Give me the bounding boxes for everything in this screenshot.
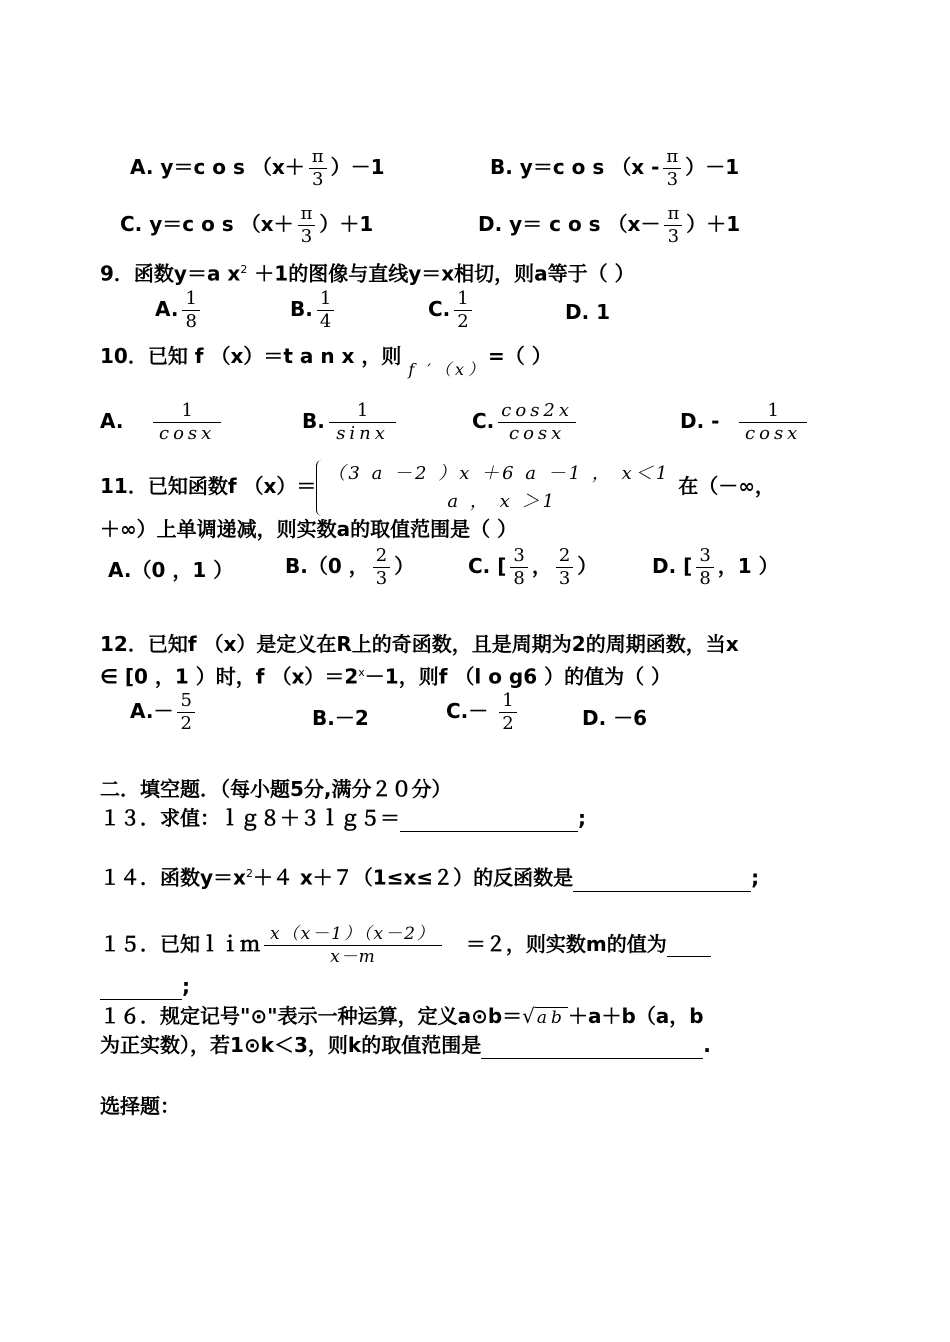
q13 — [100, 804, 586, 832]
option-label: D. 1 — [565, 300, 611, 324]
answer-blank[interactable] — [400, 809, 578, 832]
stem-text: １６．规定记号"⊙"表示一种运算，定义a⊙b＝ — [100, 1004, 523, 1028]
fraction — [499, 690, 516, 735]
numerator: 3 — [696, 545, 713, 568]
numerator: 1 — [153, 400, 220, 423]
q14 — [100, 860, 759, 892]
punctuation: . — [703, 1033, 711, 1057]
option-text: A.－ — [130, 699, 174, 723]
denominator: x－m — [330, 947, 376, 967]
answer-blank[interactable] — [100, 977, 182, 1000]
numerator: π — [664, 203, 682, 226]
numerator: π — [298, 203, 316, 226]
numerator: 1 — [317, 288, 334, 311]
q15 — [100, 916, 711, 972]
stem-text: ＝２，则实数m的值为 — [465, 932, 667, 956]
denominator: 2 — [457, 311, 469, 332]
option-label: A. — [155, 297, 179, 321]
stem-text: 为正实数），若1⊙k＜3，则k的取值范围是 — [100, 1033, 482, 1057]
q11-option-a — [108, 545, 233, 595]
option-label: C. — [472, 409, 495, 433]
derivative-expression: f ′（x） — [408, 360, 489, 379]
q11-stem-line2: ＋∞）上单调递减，则实数a的取值范围是（ ） — [100, 517, 518, 541]
denominator: 4 — [319, 311, 332, 332]
option-text: A. y＝c o s （x＋ — [130, 155, 305, 179]
superscript: x — [358, 666, 365, 679]
stem-text: ＋a＋b（a，b — [567, 1004, 704, 1028]
q8-option-a — [130, 146, 385, 191]
q10-option-b — [302, 400, 400, 445]
option-label: B. — [302, 409, 325, 433]
fraction — [498, 400, 576, 445]
fraction — [696, 545, 713, 590]
q10-stem — [100, 342, 552, 379]
option-label: B.－2 — [312, 706, 369, 730]
numerator: x（x－1）（x－2） — [264, 923, 442, 946]
stem-text: 9．函数y＝a x — [100, 261, 241, 286]
option-text: B.（0 ， — [285, 554, 369, 578]
option-text: ）＋1 — [319, 212, 374, 236]
denominator: 2 — [180, 713, 192, 734]
denominator: 3 — [666, 169, 679, 190]
fraction — [739, 400, 806, 445]
option-text: ）－1 — [685, 155, 740, 179]
answer-blank[interactable] — [667, 934, 711, 957]
denominator: sinx — [336, 423, 389, 444]
q9-option-c — [428, 288, 476, 333]
stem-text: =（ ） — [488, 344, 552, 368]
section-title: 二．填空题．（每小题5分,满分２０分） — [100, 777, 452, 801]
q8-option-d — [478, 203, 740, 248]
stem-text: 11．已知函数f （x）＝ — [100, 474, 317, 498]
fraction — [373, 545, 390, 590]
fraction — [317, 288, 334, 333]
fraction — [663, 146, 681, 191]
punctuation: ; — [182, 974, 190, 998]
stem-text: 10．已知 f （x）＝t a n x ，则 — [100, 344, 402, 368]
superscript: 2 — [245, 867, 253, 880]
numerator: 1 — [329, 400, 396, 423]
stem-text: ∈ [0 ，1 ）时，f （x）＝2 — [100, 664, 359, 689]
numerator: 5 — [177, 690, 194, 713]
stem-text: １４．函数y＝x — [100, 865, 246, 890]
option-label: A.（0 ，1 ） — [108, 558, 234, 582]
answer-blank[interactable] — [481, 1036, 703, 1059]
fraction — [510, 545, 527, 590]
punctuation: ; — [751, 865, 760, 890]
numerator: 3 — [510, 545, 527, 568]
stem-text: ＋４ x＋７（1≤x≤２）的反函数是 — [252, 865, 574, 890]
option-text: ） — [577, 554, 598, 578]
numerator: 2 — [373, 545, 390, 568]
sqrt-expression: √ ab — [522, 1004, 566, 1028]
option-text: D. [ — [652, 554, 693, 578]
numerator: 2 — [556, 545, 573, 568]
numerator: 1 — [182, 288, 199, 311]
denominator: cosx — [745, 423, 802, 444]
q9-stem — [100, 256, 635, 288]
q16-line1 — [100, 1002, 704, 1032]
piece-1: （3 a －2 ）x ＋6 a －1 ， x＜1 — [327, 462, 671, 484]
numerator: 1 — [739, 400, 806, 423]
q12-option-a — [130, 690, 199, 735]
fraction — [664, 203, 682, 248]
q8-option-c — [120, 203, 373, 248]
denominator: 3 — [311, 169, 324, 190]
stem-text: １５．已知ｌｉｍ — [100, 932, 260, 956]
fraction — [309, 146, 327, 191]
piece-2: a ， x ＞1 — [447, 490, 557, 512]
q10-option-a — [100, 400, 225, 445]
option-text: D. y＝ c o s （x－ — [478, 212, 661, 236]
option-label: A. — [100, 409, 124, 433]
option-text: ，1 ） — [717, 554, 779, 578]
fraction — [556, 545, 573, 590]
stem-text: ＋1的图像与直线y＝x相切，则a等于（ ） — [247, 261, 635, 286]
option-text: ）－1 — [330, 155, 385, 179]
fraction — [329, 400, 396, 445]
radicand: ab — [536, 1008, 566, 1028]
option-label: D. －6 — [582, 706, 648, 730]
answer-blank[interactable] — [573, 869, 751, 892]
q12-stem-line1: 12．已知f （x）是定义在R上的奇函数，且是周期为2的周期函数，当x — [100, 632, 739, 656]
q9-option-b — [290, 288, 338, 333]
q10-option-d — [680, 400, 811, 445]
q10-option-c — [472, 400, 580, 445]
numerator: π — [663, 146, 681, 169]
q9-option-d — [565, 300, 610, 324]
option-label: C. — [428, 297, 451, 321]
q15-cont — [100, 972, 190, 1000]
option-text: C. y＝c o s （x＋ — [120, 212, 294, 236]
option-text: B. y＝c o s （x - — [490, 155, 660, 179]
q12-option-c — [446, 690, 521, 735]
q11-stem — [100, 456, 775, 516]
fraction — [153, 400, 220, 445]
denominator: cosx — [509, 423, 566, 444]
q9-option-a — [155, 288, 204, 333]
q12-stem-line2 — [100, 659, 671, 691]
stem-text: 在（－∞， — [678, 474, 775, 498]
punctuation: ; — [578, 806, 586, 830]
option-label: D. - — [680, 409, 720, 433]
numerator: 1 — [499, 690, 516, 713]
numerator: 1 — [454, 288, 471, 311]
piecewise-function — [316, 460, 670, 516]
q11-option-b — [285, 545, 414, 590]
q12-option-b — [312, 702, 369, 731]
denominator: 2 — [502, 713, 514, 734]
denominator: 3 — [375, 568, 388, 589]
fraction — [298, 203, 316, 248]
stem-text: １３．求值：ｌｇ８＋３ｌｇ５＝ — [100, 806, 400, 830]
denominator: 8 — [699, 568, 711, 589]
option-text: ， — [531, 554, 552, 578]
superscript: 2 — [240, 263, 248, 276]
footer-label: 选择题： — [100, 1094, 180, 1118]
q8-option-b — [490, 146, 739, 191]
fraction — [454, 288, 471, 333]
q11-option-d — [652, 545, 779, 590]
fraction — [177, 690, 194, 735]
limit-fraction — [264, 923, 442, 968]
option-text: ） — [394, 554, 415, 578]
q16-line2 — [100, 1031, 711, 1059]
q12-option-d — [582, 702, 647, 731]
stem-text: －1，则f （l o g6 ）的值为（ ） — [364, 664, 672, 689]
option-text: ）＋1 — [686, 212, 741, 236]
denominator: 3 — [667, 226, 680, 247]
denominator: 3 — [558, 568, 571, 589]
denominator: 8 — [513, 568, 525, 589]
numerator: π — [309, 146, 327, 169]
numerator: cos2x — [498, 400, 576, 423]
denominator: 3 — [300, 226, 313, 247]
option-text: C. [ — [468, 554, 507, 578]
option-label: B. — [290, 297, 313, 321]
denominator: cosx — [159, 423, 216, 444]
q11-option-c — [468, 545, 597, 590]
option-text: C.－ — [446, 699, 496, 723]
fraction — [182, 288, 199, 333]
denominator: 8 — [185, 311, 197, 332]
